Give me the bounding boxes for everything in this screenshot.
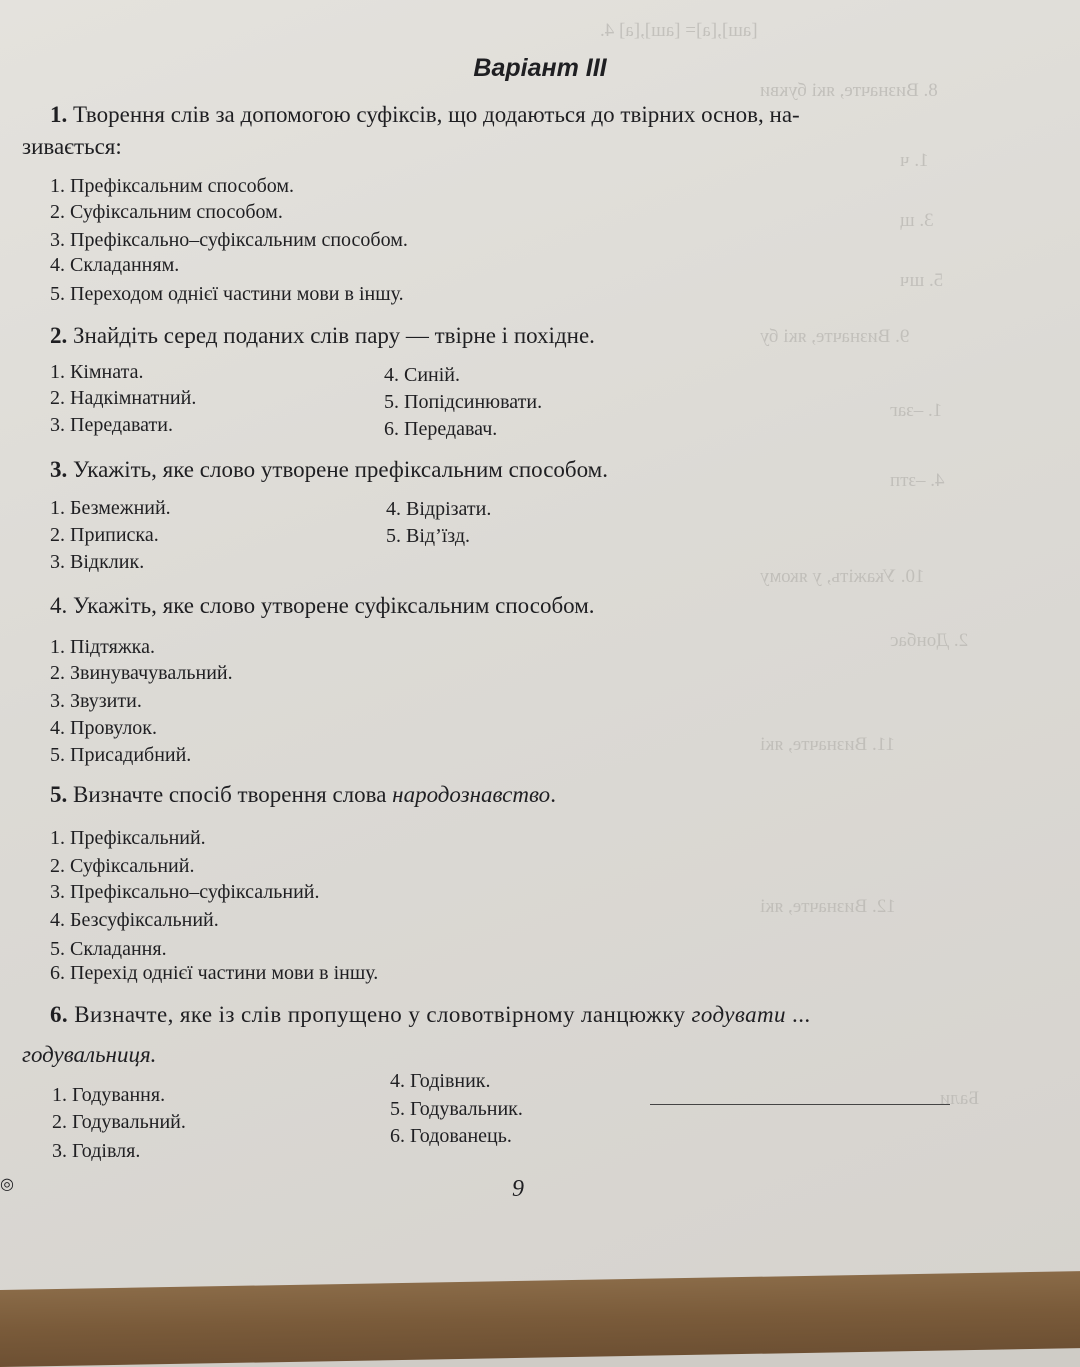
option: 3. Годівля. [52,1140,141,1162]
option: 2. Надкімнатний. [50,387,197,409]
question-number: 5. [50,782,68,807]
option: 5. Складання. [50,938,167,960]
bleed-through-text: 5. шч [900,270,944,291]
bleed-through-text: 8. Визначте, які букви [760,80,938,101]
option: 4. Провулок. [50,717,158,739]
option: 1. Безмежний. [50,497,171,519]
option: 5. Годувальник. [390,1098,523,1120]
bleed-through-text: 1. –заг [890,400,943,421]
option: 4. Безсуфіксальний. [50,909,219,931]
option: 1. Префіксальний. [50,827,206,849]
bleed-through-text: 10. Укажіть, у якому [760,566,925,587]
option: 5. Переходом однієї частини мови в іншу. [50,283,404,305]
question-3 [50,457,608,483]
question-italic-word: годувати [691,1002,786,1027]
question-number: 4. [50,593,68,618]
question-number: 6. [50,1002,69,1027]
question-text-end: ... [785,1002,811,1027]
question-number: 1. [50,102,68,127]
option: 1. Префіксальним способом. [50,175,295,197]
question-6-continuation [22,1042,156,1068]
option: 6. Передавач. [384,418,498,440]
option: 3. Передавати. [50,414,173,436]
option: 3. Префіксально–суфіксальним способом. [50,229,408,251]
question-number: 3. [50,457,68,482]
question-1-continuation: зивається: [22,134,122,159]
option: 2. Годувальний. [52,1111,186,1133]
option: 2. Приписка. [50,524,159,546]
question-text: Знайдіть серед поданих слів пару — твірне і похідне. [73,323,595,348]
italic-word: годувальниця. [22,1042,157,1067]
option: 2. Звинувачувальний. [50,662,233,684]
question-1 [50,102,800,128]
bleed-through-text: [аш],[а]= [аш],[а] 4. [600,20,758,41]
question-text: Творення слів за допомогою суфіксів, що додаються до твірних основ, на- [73,102,800,127]
binding-hole-icon: ◎ [0,1176,14,1193]
question-text-end: . [550,782,556,807]
option: 2. Суфіксальний. [50,855,195,877]
question-2 [50,323,595,349]
option: 1. Кімната. [50,361,144,383]
question-5 [50,782,556,808]
option: 3. Префіксально–суфіксальний. [50,881,320,903]
option: 5. Присадибний. [50,744,192,766]
question-number: 2. [50,323,68,348]
bleed-through-text: 4. –зтп [890,470,945,491]
question-text: Укажіть, яке слово утворене суфіксальним способом. [73,593,595,618]
question-italic-word: народознавство [392,782,551,807]
option: 3. Відклик. [50,551,145,573]
question-text: Укажіть, яке слово утворене префіксальним способом. [73,457,608,482]
option: 4. Складанням. [50,254,180,276]
option: 4. Відрізати. [386,498,492,520]
bleed-through-text: 1. ч [900,150,929,171]
question-text: Визначте, яке із слів пропущено у словотвірному ланцюжку [74,1002,692,1027]
bleed-through-text: Бали [940,1088,980,1109]
bleed-through-text: 11. Визначте, які [760,734,896,755]
option: 3. Звузити. [50,690,142,712]
bleed-through-text: 3. щ [900,210,934,231]
option: 5. Від’їзд. [386,525,471,547]
option: 2. Суфіксальним способом. [50,201,283,223]
option: 1. Підтяжка. [50,636,155,658]
answer-line [650,1104,950,1105]
variant-title: Варіант III [473,54,607,82]
question-text: Визначте спосіб творення слова [73,782,393,807]
bleed-through-text: 12. Визначте, які [760,896,896,917]
option: 4. Синій. [384,364,461,386]
question-6 [50,1002,811,1028]
bleed-through-text: 9. Визначте, які бу [760,326,910,347]
question-4 [50,593,595,619]
bleed-through-text: 2. Донбас [890,630,969,651]
option: 6. Годованець. [390,1125,512,1147]
option: 4. Годівник. [390,1070,491,1092]
page-number: 9 [512,1176,524,1202]
option: 6. Перехід однієї частини мови в іншу. [50,962,379,984]
option: 1. Годування. [52,1084,166,1106]
option: 5. Попідсинювати. [384,391,543,413]
